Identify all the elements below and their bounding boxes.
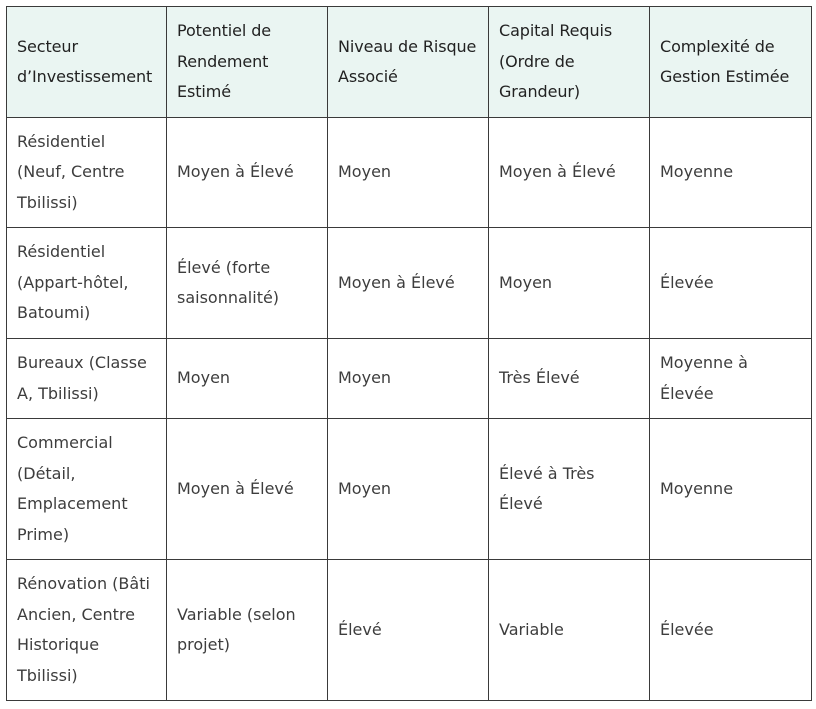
cell-capital-required: Moyen xyxy=(489,228,650,339)
table-row xyxy=(7,118,812,228)
header-sector: Secteur d’Investissement xyxy=(7,7,167,118)
header-risk-level: Niveau de Risque Associé xyxy=(328,7,489,118)
table-row xyxy=(7,339,812,419)
header-row xyxy=(7,7,812,118)
header-yield-potential: Potentiel de Rendement Estimé xyxy=(167,7,328,118)
cell-risk-level: Moyen xyxy=(328,419,489,560)
table-row xyxy=(7,419,812,560)
cell-risk-level: Moyen xyxy=(328,339,489,419)
table-header xyxy=(7,7,812,118)
cell-capital-required: Moyen à Élevé xyxy=(489,118,650,228)
investment-comparison-table xyxy=(6,6,812,701)
cell-management-complexity: Élevée xyxy=(650,560,812,701)
cell-yield-potential: Variable (selon projet) xyxy=(167,560,328,701)
table-row xyxy=(7,228,812,339)
cell-sector: Commercial (Détail, Emplacement Prime) xyxy=(7,419,167,560)
cell-yield-potential: Moyen xyxy=(167,339,328,419)
header-management-complexity: Complexité de Gestion Estimée xyxy=(650,7,812,118)
cell-yield-potential: Élevé (forte saisonnalité) xyxy=(167,228,328,339)
cell-risk-level: Moyen à Élevé xyxy=(328,228,489,339)
cell-capital-required: Élevé à Très Élevé xyxy=(489,419,650,560)
cell-management-complexity: Moyenne xyxy=(650,118,812,228)
cell-management-complexity: Moyenne à Élevée xyxy=(650,339,812,419)
header-capital-required: Capital Requis (Ordre de Grandeur) xyxy=(489,7,650,118)
cell-risk-level: Moyen xyxy=(328,118,489,228)
table-body xyxy=(7,118,812,701)
table-row xyxy=(7,560,812,701)
cell-management-complexity: Moyenne xyxy=(650,419,812,560)
cell-yield-potential: Moyen à Élevé xyxy=(167,419,328,560)
cell-management-complexity: Élevée xyxy=(650,228,812,339)
cell-sector: Résidentiel (Appart-hôtel, Batoumi) xyxy=(7,228,167,339)
cell-sector: Résidentiel (Neuf, Centre Tbilissi) xyxy=(7,118,167,228)
cell-capital-required: Variable xyxy=(489,560,650,701)
cell-sector: Rénovation (Bâti Ancien, Centre Historique Tbilissi) xyxy=(7,560,167,701)
cell-yield-potential: Moyen à Élevé xyxy=(167,118,328,228)
cell-risk-level: Élevé xyxy=(328,560,489,701)
cell-capital-required: Très Élevé xyxy=(489,339,650,419)
investment-comparison-table-wrapper xyxy=(6,6,812,701)
cell-sector: Bureaux (Classe A, Tbilissi) xyxy=(7,339,167,419)
